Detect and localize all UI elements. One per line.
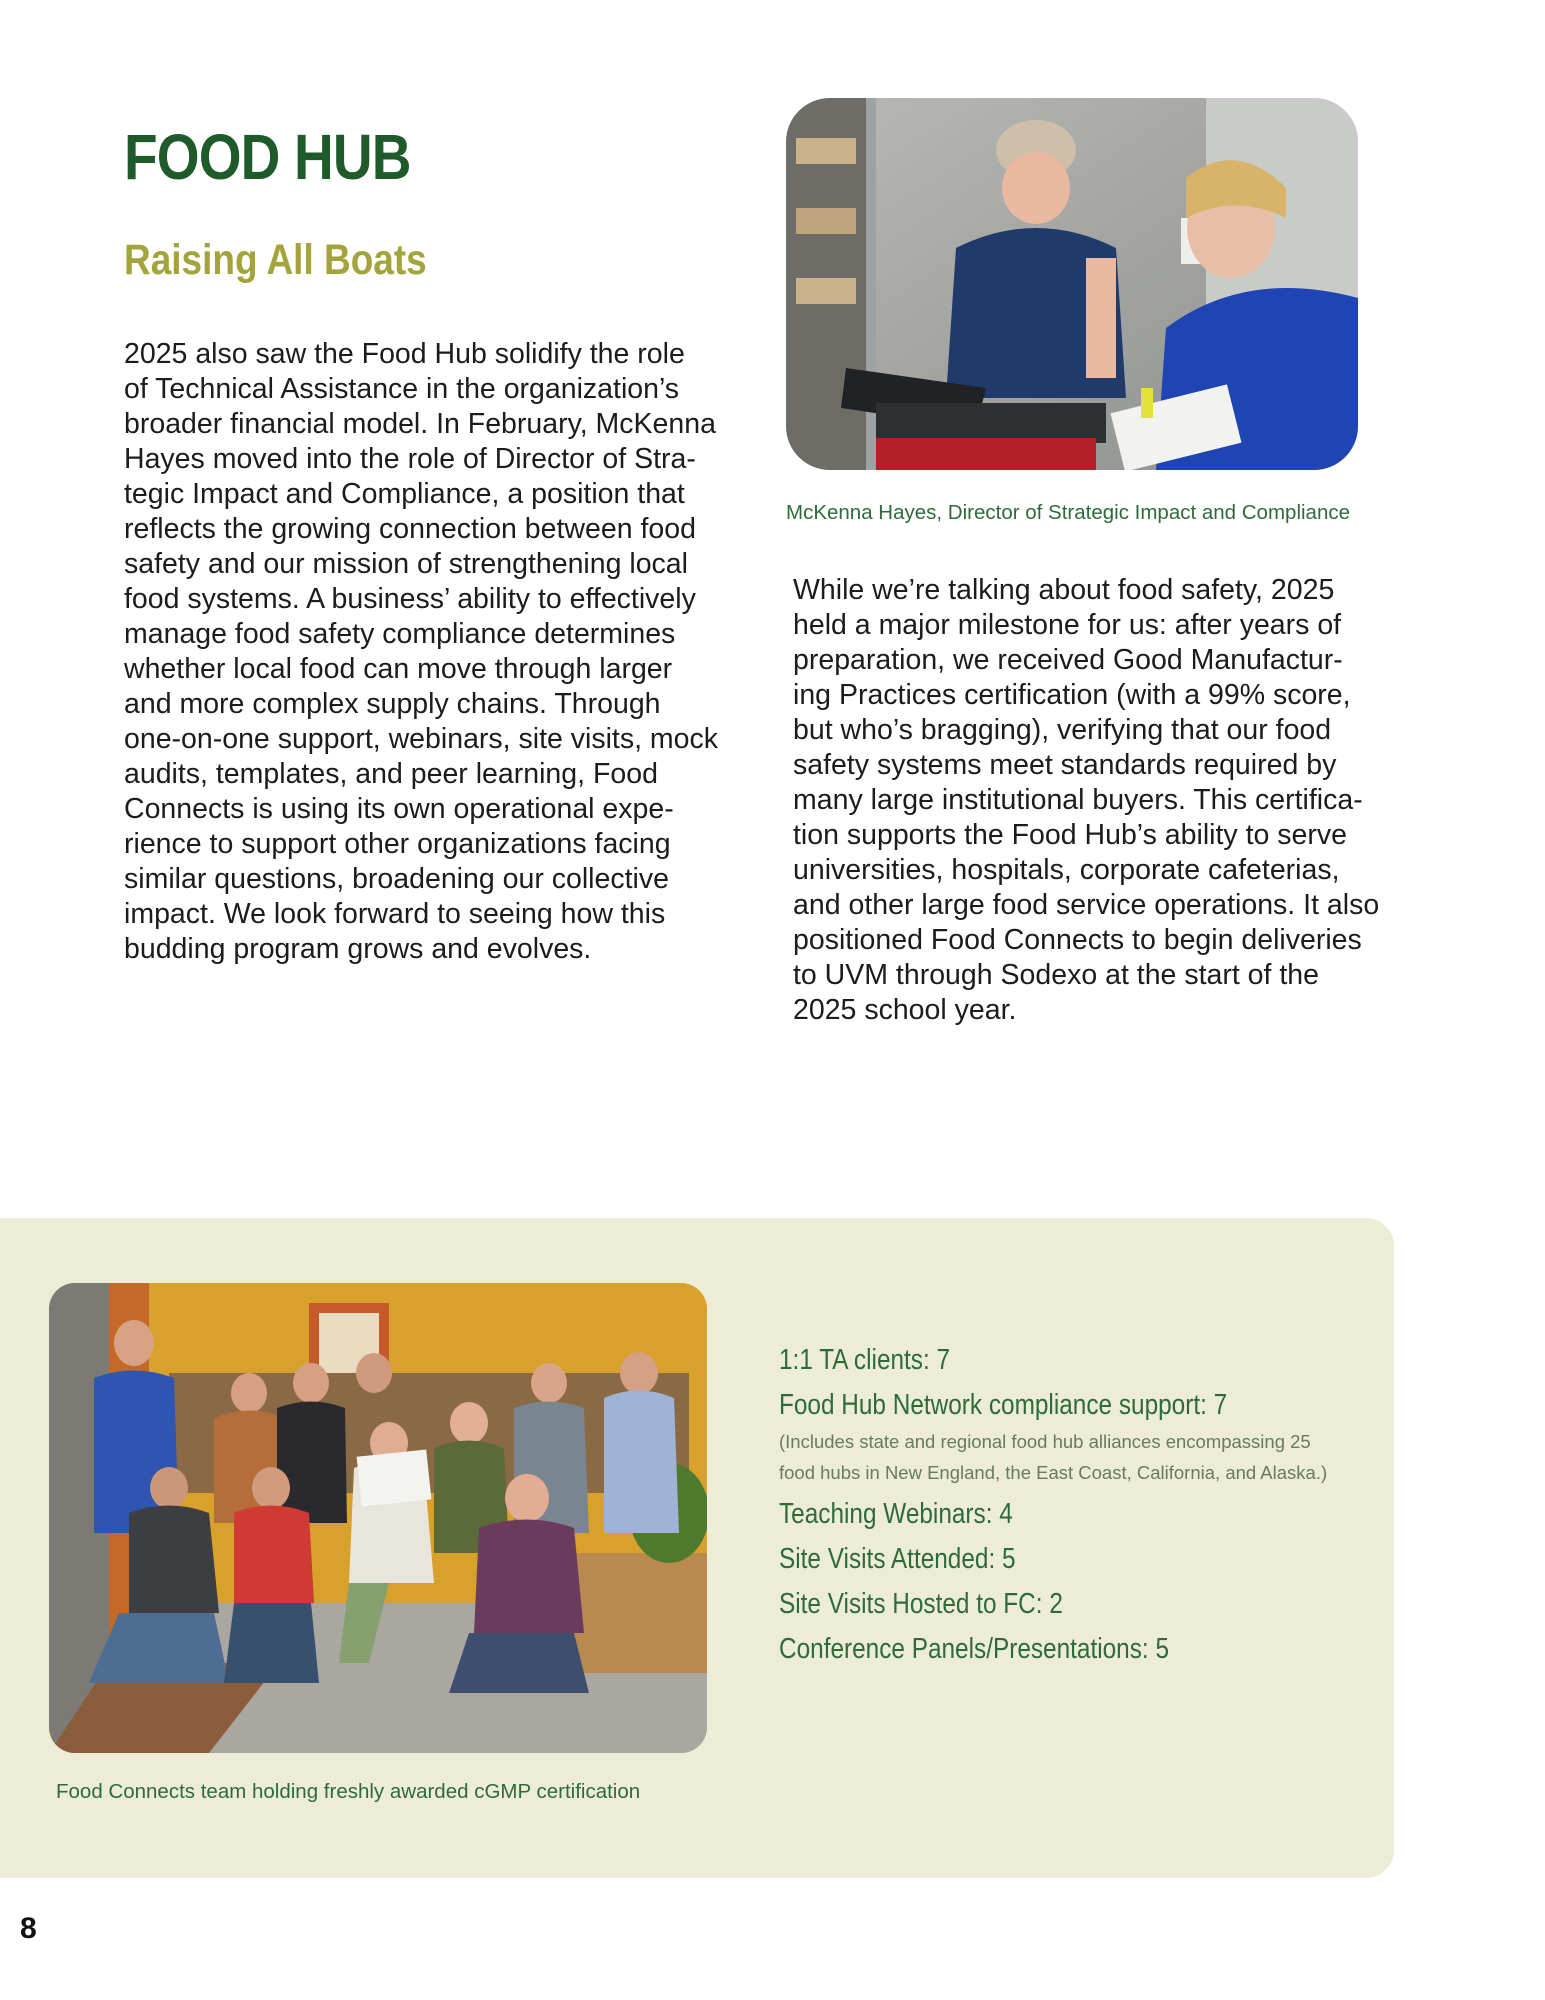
paragraph-line: reflects the growing connection between food: [124, 513, 696, 545]
photo-mckenna-hayes: [786, 98, 1358, 470]
paragraph-line: preparation, we received Good Manufactur-: [793, 644, 1343, 676]
stat-network-note: (Includes state and regional food hub alliances encompassing 25 food hubs in New England, the East Coast, California, and Alaska.): [779, 1431, 1328, 1483]
stat-ta-clients: 1:1 TA clients: 7: [779, 1344, 951, 1376]
paragraph-line: safety systems meet standards required by: [793, 749, 1337, 781]
paragraph-line: impact. We look forward to seeing how this: [124, 898, 666, 930]
paragraph-line: tegic Impact and Compliance, a position that: [124, 478, 685, 510]
stat-site-visits-attended: Site Visits Attended: 5: [779, 1543, 1016, 1575]
stat-conference-panels: Conference Panels/Presentations: 5: [779, 1633, 1170, 1665]
top-photo-caption: McKenna Hayes, Director of Strategic Impact and Compliance: [786, 501, 1351, 524]
paragraph-line: Hayes moved into the role of Director of Stra-: [124, 443, 696, 475]
paragraph-line: ing Practices certification (with a 99% score,: [793, 679, 1351, 711]
paragraph-line: one-on-one support, webinars, site visits, mock: [124, 723, 719, 755]
stats-list: [779, 1338, 1359, 1672]
paragraph-line: and more complex supply chains. Through: [124, 688, 661, 720]
paragraph-line: rience to support other organizations facing: [124, 828, 671, 860]
photo-team-certification: [49, 1283, 707, 1753]
paragraph-line: whether local food can move through larger: [124, 653, 673, 685]
paragraph-line: and other large food service operations. It also: [793, 889, 1380, 921]
paragraph-line: positioned Food Connects to begin deliveries: [793, 924, 1362, 956]
paragraph-line: universities, hospitals, corporate cafeterias,: [793, 854, 1340, 886]
paragraph-line: tion supports the Food Hub’s ability to serve: [793, 819, 1347, 851]
paragraph-line: While we’re talking about food safety, 2025: [793, 574, 1335, 606]
section-heading: FOOD HUB: [124, 121, 411, 193]
paragraph-line: but who’s bragging), verifying that our food: [793, 714, 1332, 746]
paragraph-line: audits, templates, and peer learning, Food: [124, 758, 658, 790]
paragraph-line: similar questions, broadening our collective: [124, 863, 669, 895]
paragraph-line: held a major milestone for us: after years of: [793, 609, 1342, 641]
left-body-paragraph: [124, 337, 719, 967]
paragraph-line: budding program grows and evolves.: [124, 933, 592, 965]
section-subheading: Raising All Boats: [124, 236, 427, 284]
paragraph-line: of Technical Assistance in the organization’s: [124, 373, 680, 405]
paragraph-line: broader financial model. In February, McKenna: [124, 408, 716, 440]
paragraph-line: to UVM through Sodexo at the start of the: [793, 959, 1319, 991]
stat-webinars: Teaching Webinars: 4: [779, 1498, 1013, 1530]
paragraph-line: Connects is using its own operational expe-: [124, 793, 674, 825]
paragraph-line: 2025 school year.: [793, 994, 1017, 1026]
paragraph-line: safety and our mission of strengthening local: [124, 548, 688, 580]
stat-network-support: Food Hub Network compliance support: 7: [779, 1389, 1228, 1421]
right-body-paragraph: [793, 573, 1383, 1028]
page-number: 8: [20, 1912, 37, 1945]
bottom-photo-caption: Food Connects team holding freshly awarded cGMP certification: [56, 1780, 641, 1803]
stat-site-visits-hosted: Site Visits Hosted to FC: 2: [779, 1588, 1063, 1620]
paragraph-line: 2025 also saw the Food Hub solidify the role: [124, 338, 685, 370]
paragraph-line: manage food safety compliance determines: [124, 618, 676, 650]
paragraph-line: many large institutional buyers. This certifica-: [793, 784, 1363, 816]
paragraph-line: food systems. A business’ ability to effectively: [124, 583, 696, 615]
